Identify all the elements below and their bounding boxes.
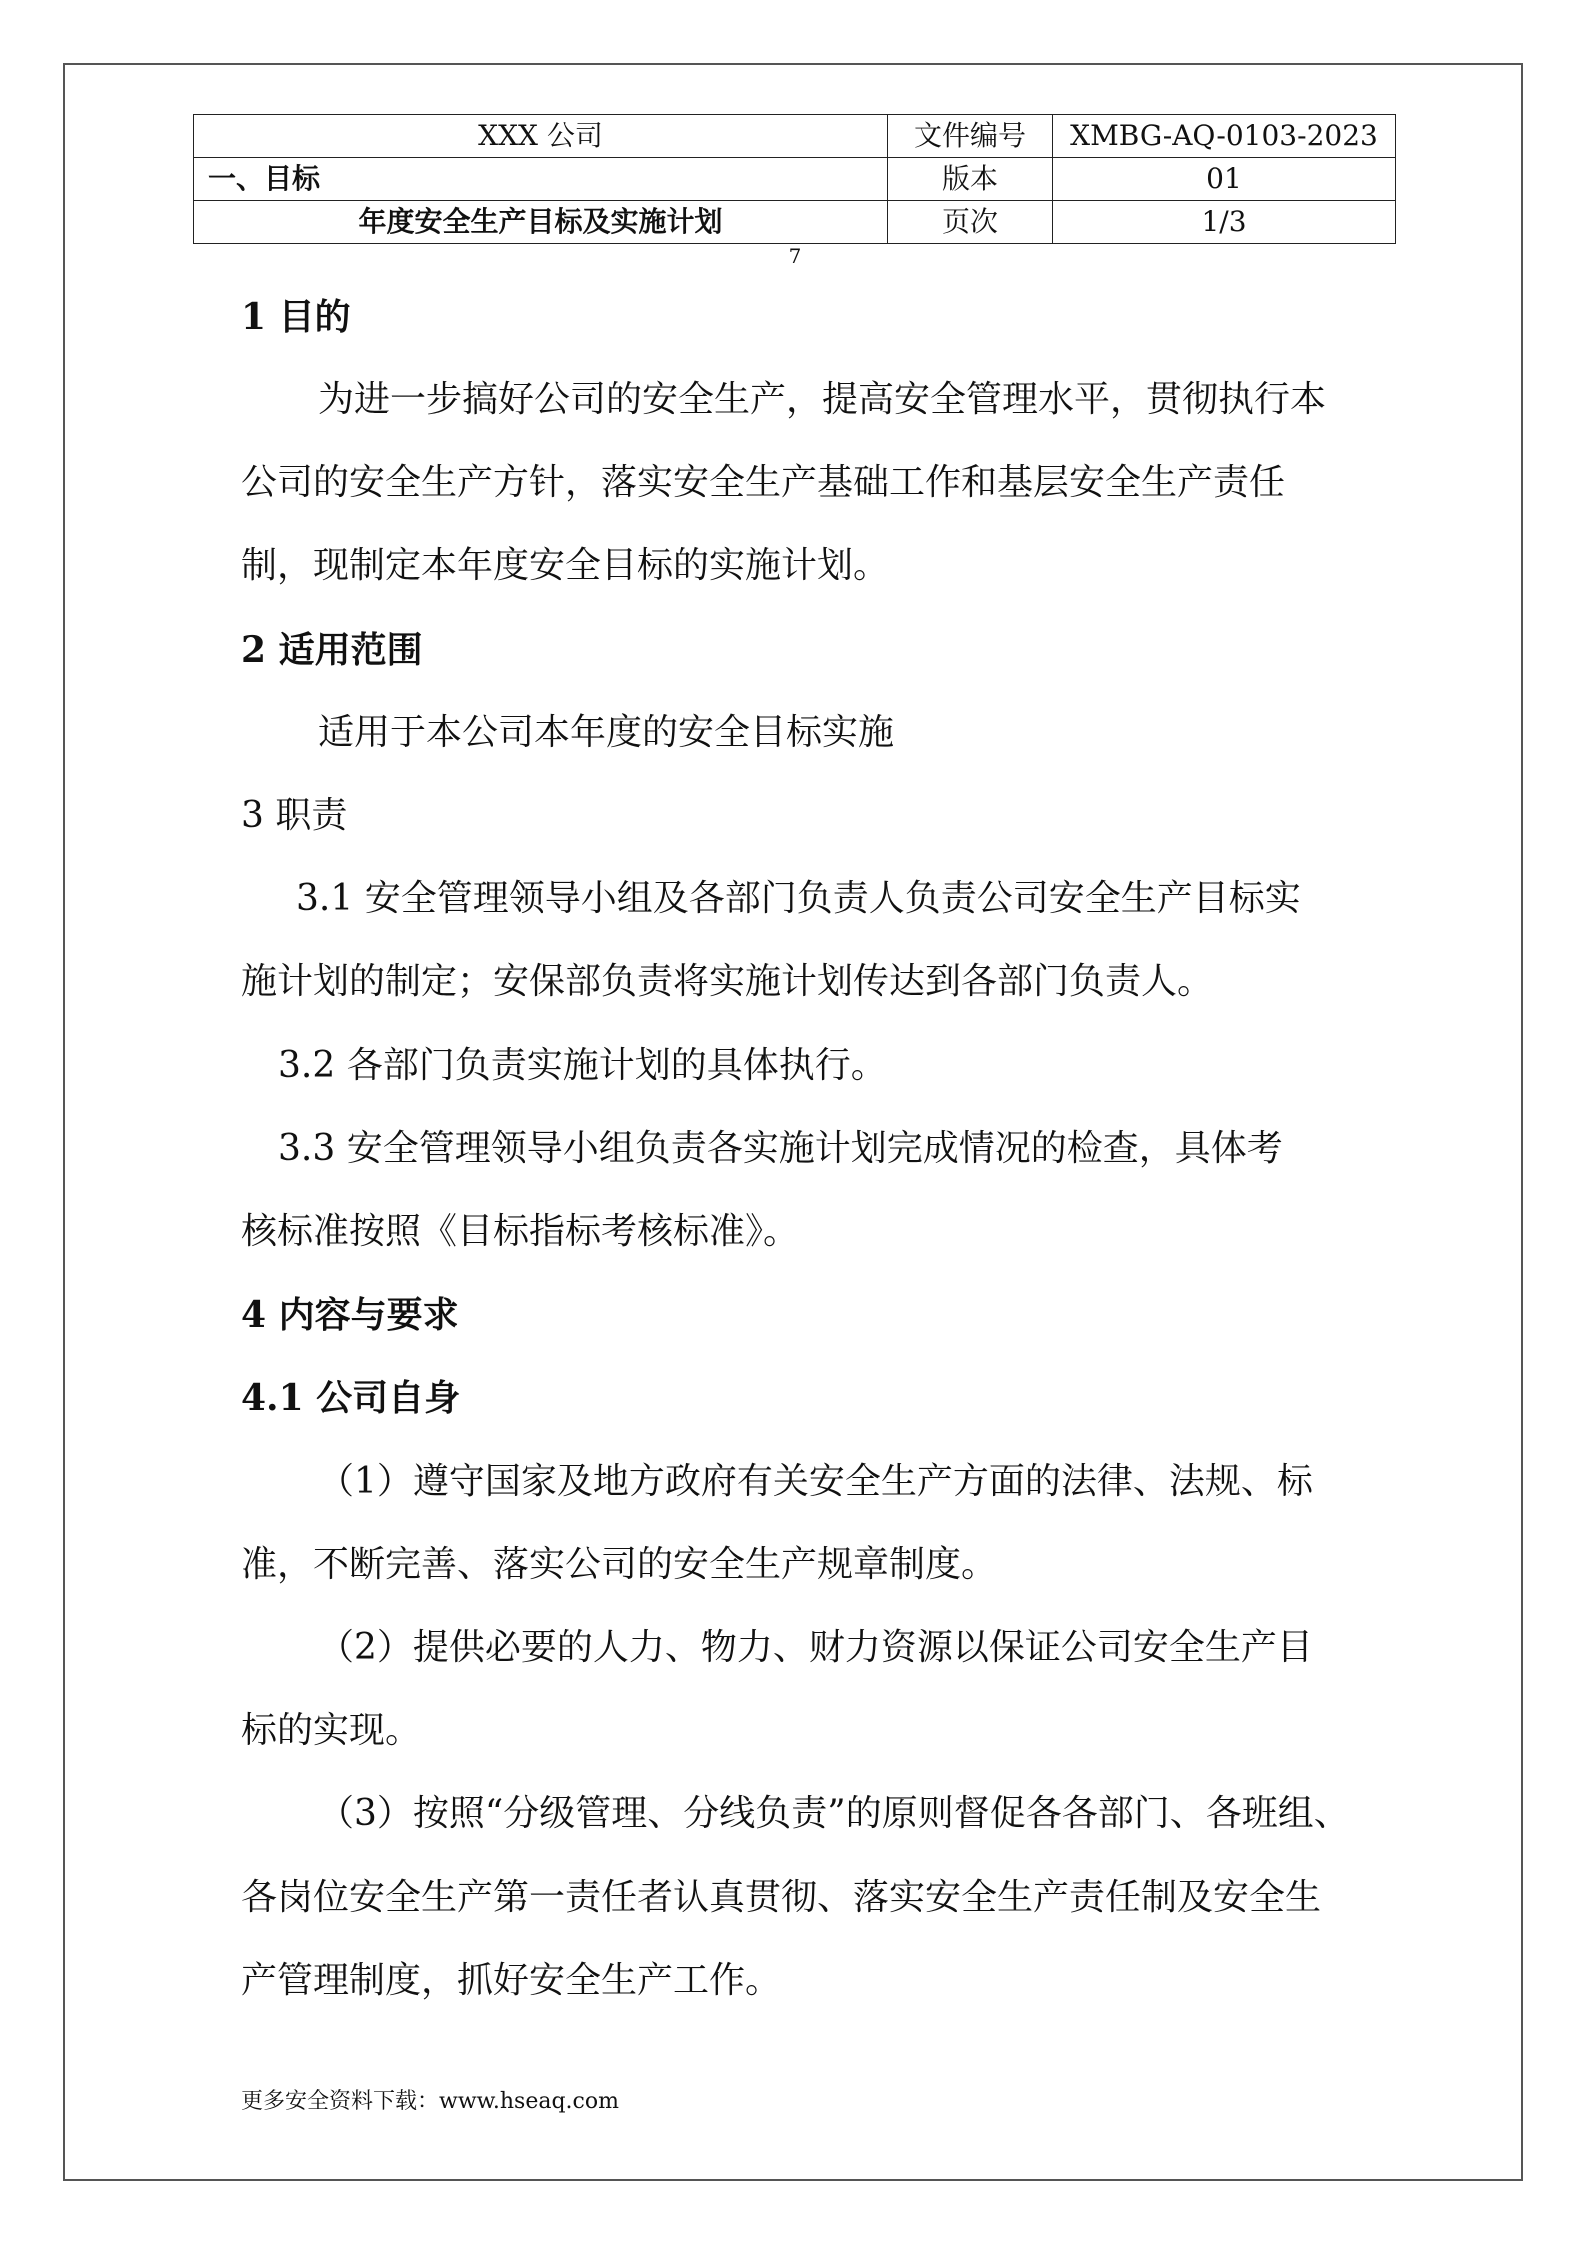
section-title: 一、目标 bbox=[194, 158, 888, 201]
paragraph-line: （1）遵守国家及地方政府有关安全生产方面的法律、法规、标 bbox=[318, 1461, 1313, 1502]
subheading-company: 4.1 公司自身 bbox=[241, 1377, 461, 1419]
paragraph-line: 施计划的制定；安保部负责将实施计划传达到各部门负责人。 bbox=[241, 961, 1214, 1002]
version-label: 版本 bbox=[888, 158, 1053, 201]
paragraph-line: （2）提供必要的人力、物力、财力资源以保证公司安全生产目 bbox=[318, 1627, 1313, 1668]
paragraph-line: 3.1 安全管理领导小组及各部门负责人负责公司安全生产目标实 bbox=[296, 878, 1301, 919]
heading-content: 4 内容与要求 bbox=[241, 1294, 459, 1336]
paragraph-line: 标的实现。 bbox=[241, 1710, 422, 1751]
footer-download-link[interactable]: 更多安全资料下载：www.hseaq.com bbox=[241, 2089, 619, 2114]
paragraph-line: 产管理制度，抓好安全生产工作。 bbox=[241, 1960, 782, 2001]
paragraph-line: 准，不断完善、落实公司的安全生产规章制度。 bbox=[241, 1544, 998, 1585]
paragraph-line: （3）按照“分级管理、分线负责”的原则督促各各部门、各班组、 bbox=[318, 1793, 1350, 1834]
heading-scope: 2 适用范围 bbox=[241, 629, 423, 671]
heading-purpose: 1 目的 bbox=[241, 296, 351, 338]
heading-responsibility: 3 职责 bbox=[241, 795, 348, 836]
page-value: 1/3 bbox=[1053, 201, 1396, 244]
page-label: 页次 bbox=[888, 201, 1053, 244]
paragraph-line: 为进一步搞好公司的安全生产，提高安全管理水平，贯彻执行本 bbox=[318, 379, 1327, 420]
paragraph-line: 各岗位安全生产第一责任者认真贯彻、落实安全生产责任制及安全生 bbox=[241, 1877, 1322, 1918]
page-number: 7 bbox=[788, 244, 802, 268]
paragraph-line: 适用于本公司本年度的安全目标实施 bbox=[318, 712, 895, 753]
paragraph-line: 制，现制定本年度安全目标的实施计划。 bbox=[241, 545, 890, 586]
paragraph-line: 核标准按照《目标指标考核标准》。 bbox=[241, 1211, 800, 1252]
document-title: 年度安全生产目标及实施计划 bbox=[194, 201, 888, 244]
paragraph-line: 3.2 各部门负责实施计划的具体执行。 bbox=[278, 1045, 887, 1086]
document-header-table bbox=[193, 114, 1396, 244]
doc-no-label: 文件编号 bbox=[888, 115, 1053, 158]
paragraph-line: 公司的安全生产方针，落实安全生产基础工作和基层安全生产责任 bbox=[241, 462, 1286, 503]
paragraph-line: 3.3 安全管理领导小组负责各实施计划完成情况的检查，具体考 bbox=[278, 1128, 1283, 1169]
version-value: 01 bbox=[1053, 158, 1396, 201]
company-name: XXX 公司 bbox=[194, 115, 888, 158]
doc-no-value: XMBG-AQ-0103-2023 bbox=[1053, 115, 1396, 158]
